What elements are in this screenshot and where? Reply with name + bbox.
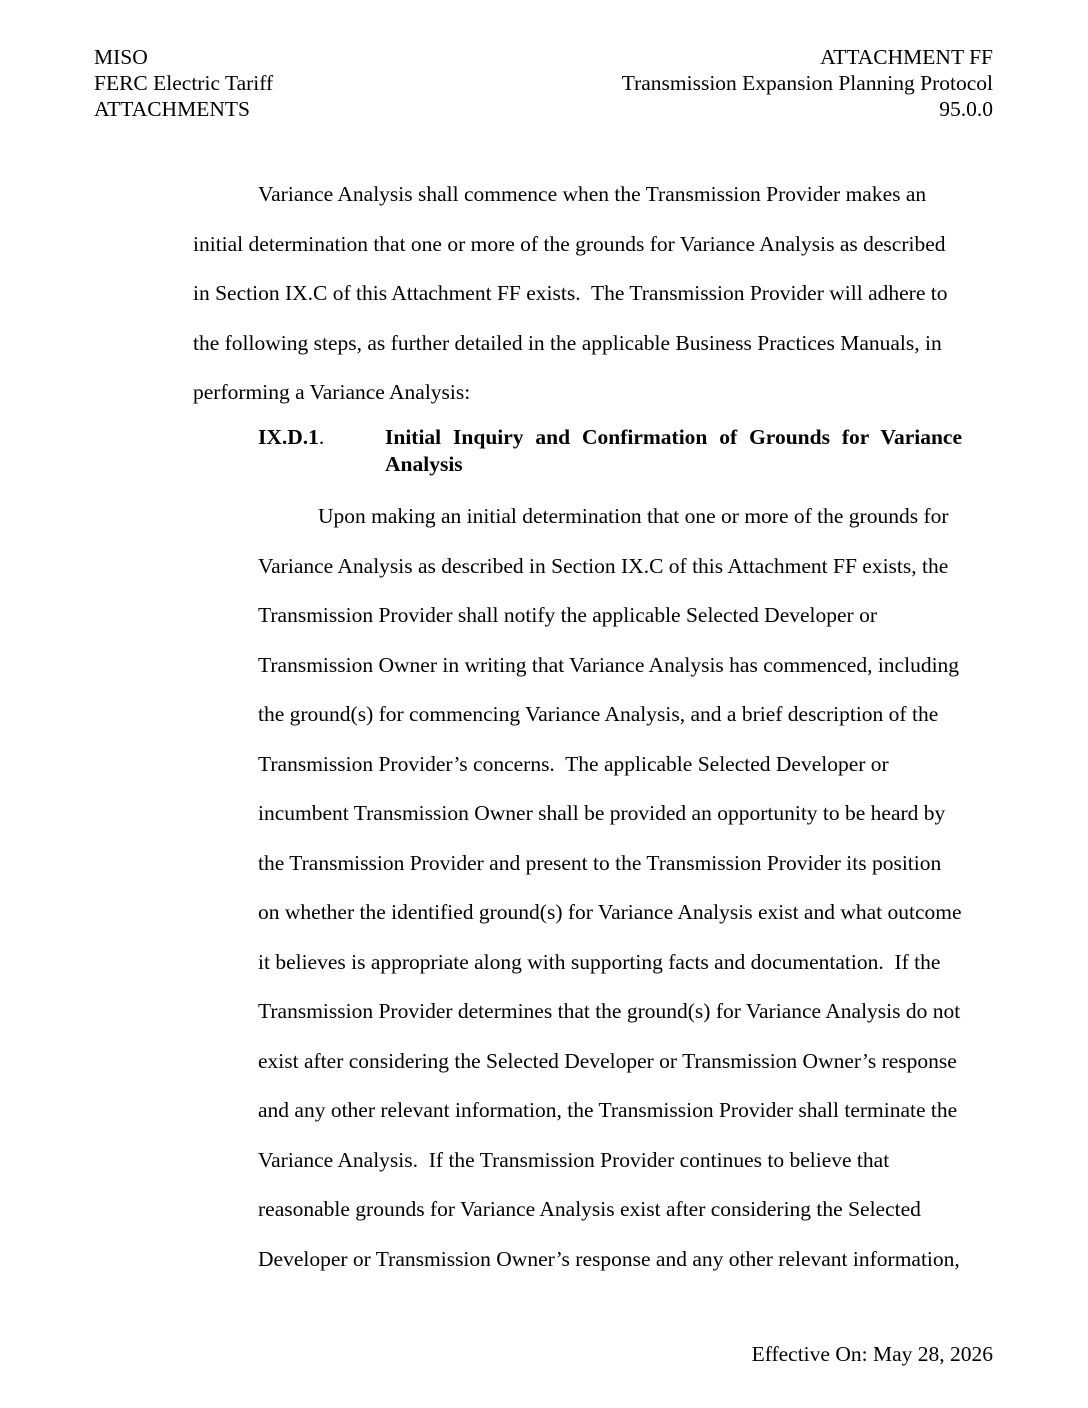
text-line: FERC Electric Tariff [94, 71, 274, 95]
header-left-block [94, 44, 273, 122]
text-line: 95.0.0 [939, 97, 993, 121]
text-line: Variance Analysis shall commence when the Transmission Provider makes an [258, 182, 927, 206]
text-line: and any other relevant information, the Transmission Provider shall terminate the [258, 1098, 958, 1122]
text-line: Transmission Expansion Planning Protocol [621, 71, 993, 95]
text-line: MISO [94, 45, 148, 69]
text-line: incumbent Transmission Owner shall be provided an opportunity to be heard by [258, 801, 946, 825]
text-line: Transmission Provider determines that the ground(s) for Variance Analysis do not [258, 999, 961, 1023]
section-title [385, 424, 962, 478]
text-line: Initial Inquiry and Confirmation of Grounds for Variance [385, 425, 962, 449]
section-number-value: IX.D.1 [258, 425, 319, 449]
text-line: Upon making an initial determination that one or more of the grounds for [318, 504, 949, 528]
text-line: Developer or Transmission Owner’s response and any other relevant information, [258, 1246, 960, 1271]
text-line: Analysis [385, 452, 463, 476]
text-line: Transmission Provider’s concerns. The applicable Selected Developer or [258, 751, 889, 776]
text-line: Variance Analysis as described in Section IX.C of this Attachment FF exists, the [258, 553, 949, 578]
text-line: it believes is appropriate along with supporting facts and documentation. If the [258, 949, 941, 974]
text-line: ATTACHMENT FF [820, 45, 993, 69]
text-line: performing a Variance Analysis: [193, 380, 471, 404]
text-line: the Transmission Provider and present to the Transmission Provider its position [258, 850, 942, 875]
effective-date-footer: Effective On: May 28, 2026 [751, 1342, 993, 1366]
section-number-suffix: . [318, 425, 325, 449]
header-right-block [622, 44, 993, 122]
text-line: initial determination that one or more of the grounds for Variance Analysis as described [193, 231, 946, 256]
text-line: Variance Analysis. If the Transmission Provider continues to believe that [258, 1147, 890, 1172]
text-line: Transmission Provider shall notify the applicable Selected Developer or [258, 603, 877, 627]
text-line: exist after considering the Selected Developer or Transmission Owner’s response [258, 1048, 957, 1073]
text-line: the following steps, as further detailed in the applicable Business Practices Manuals, in [193, 330, 942, 355]
text-line: Transmission Owner in writing that Variance Analysis has commenced, including [258, 652, 960, 677]
text-line: reasonable grounds for Variance Analysis exist after considering the Selected [258, 1197, 921, 1221]
text-line: the ground(s) for commencing Variance Analysis, and a brief description of the [258, 702, 939, 726]
intro-paragraph [193, 170, 983, 418]
section-heading [258, 424, 962, 478]
detail-paragraph [258, 492, 983, 1284]
text-line: on whether the identified ground(s) for Variance Analysis exist and what outcome [258, 900, 962, 924]
section-number [258, 424, 324, 451]
text-line: ATTACHMENTS [94, 97, 250, 121]
text-line: in Section IX.C of this Attachment FF exists. The Transmission Provider will adhere to [193, 281, 948, 305]
